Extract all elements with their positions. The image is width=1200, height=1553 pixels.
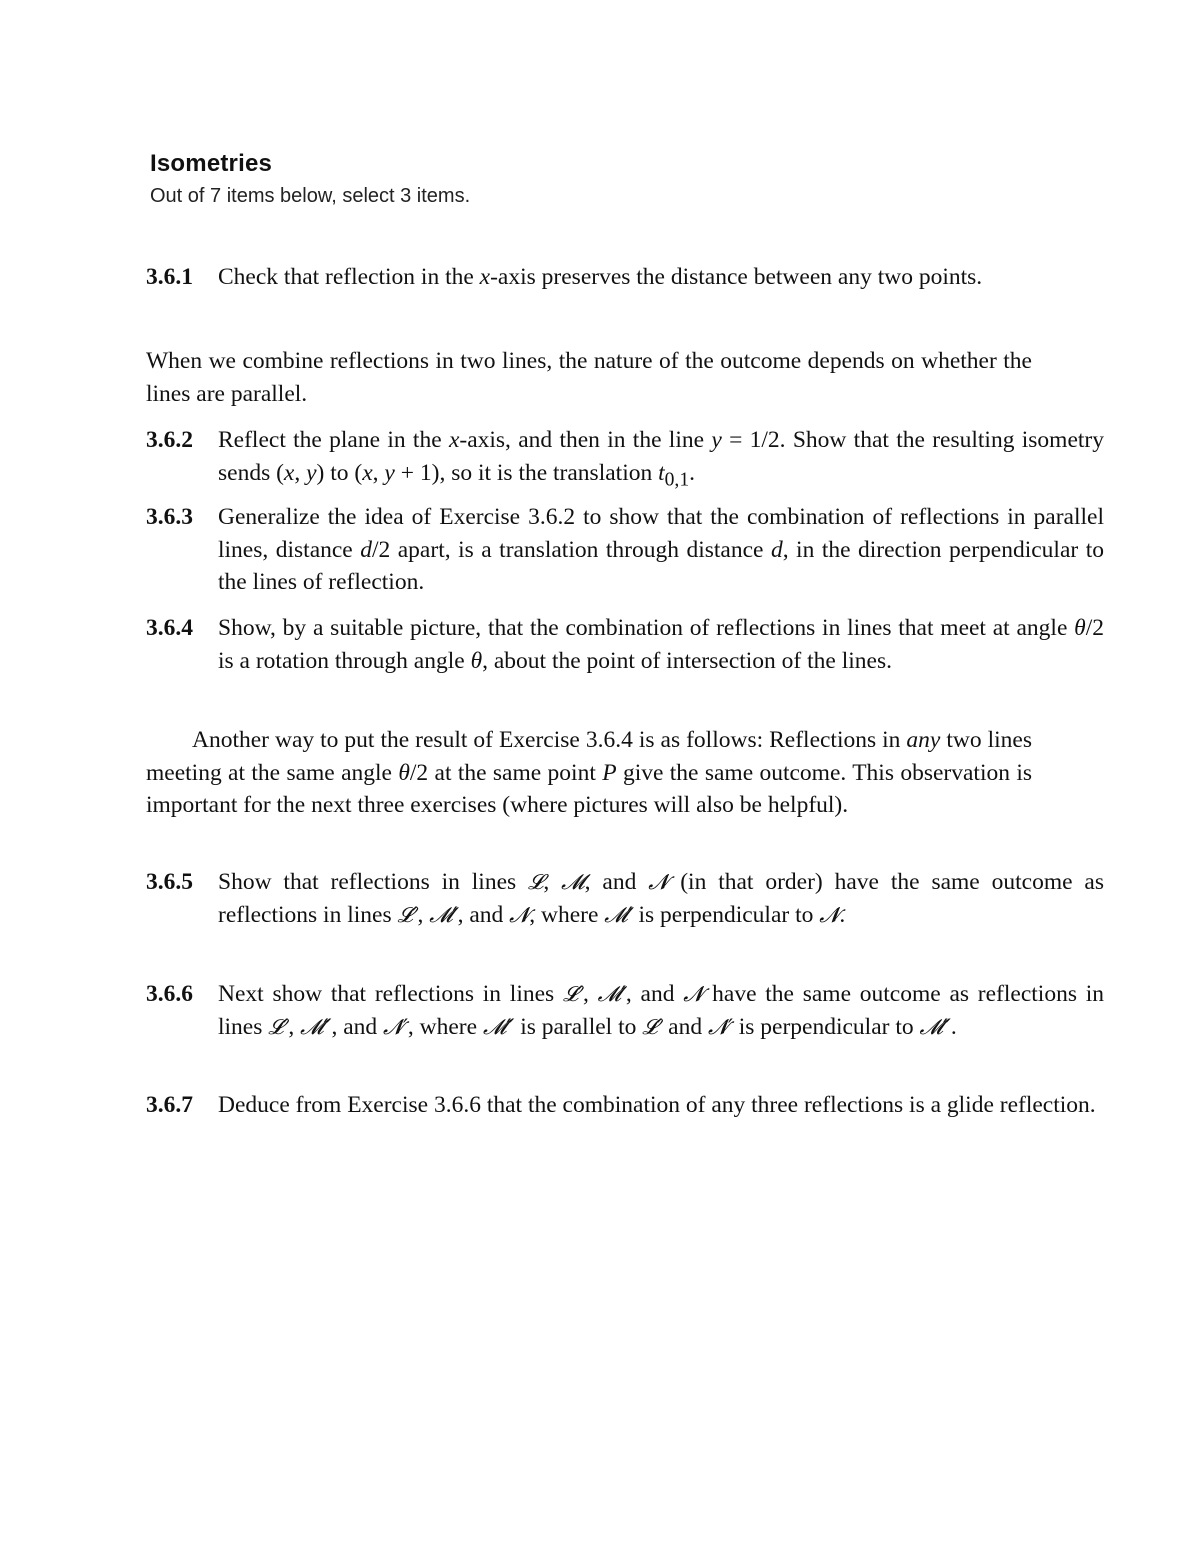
exercise-number: 3.6.2 — [146, 427, 193, 453]
exercise-3-6-4: 3.6.4 Show, by a suitable picture, that the combination of reflections in lines that meet at angle θ/2 is a rotation through angle θ, about the point of intersection of the lines. — [146, 612, 1104, 677]
exercise-number: 3.6.7 — [146, 1092, 193, 1118]
exercise-3-6-7: 3.6.7 Deduce from Exercise 3.6.6 that the combination of any three reflections is a glide reflection. — [146, 1089, 1104, 1122]
exercise-3-6-3: 3.6.3 Generalize the idea of Exercise 3.6.2 to show that the combination of reflections in parallel lines, distance d/2 apart, is a translation through distance d, in the direction perpendicular to the lines of reflection. — [146, 501, 1104, 599]
selection-instructions: Out of 7 items below, select 3 items. — [150, 185, 471, 207]
exercise-3-6-2: 3.6.2 Reflect the plane in the x-axis, and then in the line y = 1/2. Show that the resulting isometry sends (x, y) to (x, y + 1), so it is the translation $t_{0,1}$. — [146, 424, 1104, 497]
exercise-number: 3.6.5 — [146, 869, 193, 895]
exercise-number: 3.6.4 — [146, 615, 193, 641]
page-title: Isometries — [150, 150, 273, 177]
exercise-3-6-5: 3.6.5 Show that reflections in lines 𝓛, 𝓜, and 𝓝 (in that order) have the same outcome as reflections in lines 𝓛′, 𝓜′, and 𝓝, where 𝓜′ is perpendicular to 𝓝. — [146, 866, 1104, 931]
exercise-number: 3.6.3 — [146, 504, 193, 530]
paragraph-parallel-lines: When we combine reflections in two lines, the nature of the outcome depends on whether the lines are parallel. — [146, 348, 1032, 407]
exercise-number: 3.6.6 — [146, 981, 193, 1007]
paragraph-another-way: Another way to put the result of Exercise 3.6.4 is as follows: Reflections in any two lines meeting at the same angle θ/2 at the same point P give the same outcome. This observation is important for the next three exercises (where pictures will also be helpful). — [146, 727, 1033, 818]
exercise-3-6-1: 3.6.1 Check that reflection in the x-axis preserves the distance between any two points. — [146, 261, 1104, 294]
exercise-3-6-6: 3.6.6 Next show that reflections in lines 𝓛′, 𝓜′, and 𝓝 have the same outcome as reflections in lines 𝓛′, 𝓜″, and 𝓝′, where 𝓜″ is parallel to 𝓛′ and 𝓝′ is perpendicular to 𝓜″. — [146, 978, 1104, 1043]
exercise-number: 3.6.1 — [146, 264, 193, 290]
